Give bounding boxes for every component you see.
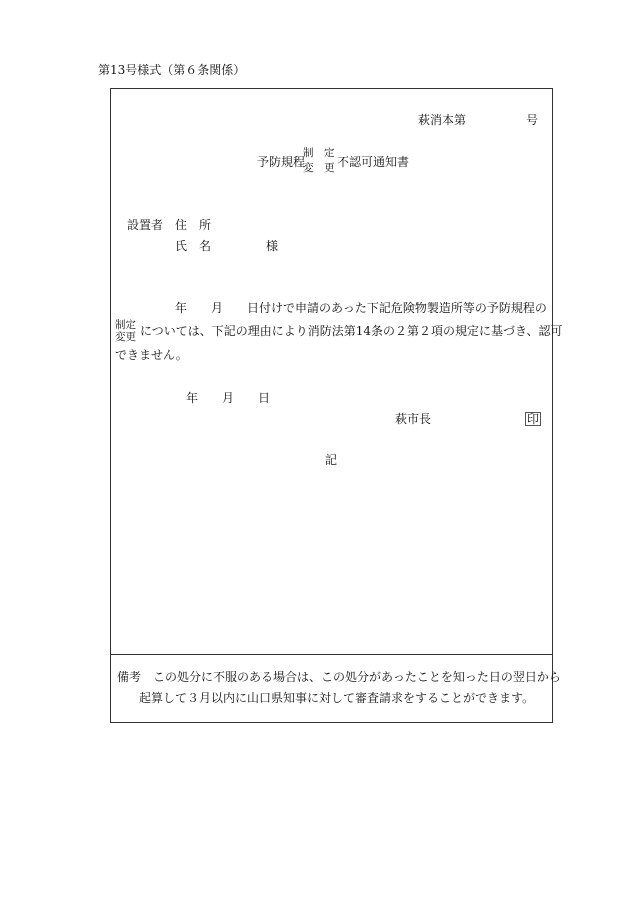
- remarks-line1: 備考 この処分に不服のある場合は、この処分があったことを知った日の翌日から: [117, 670, 561, 684]
- remarks-divider: [110, 654, 553, 655]
- honorific: 様: [266, 239, 279, 253]
- body-line2-text: については、下記の理由により消防法第14条の２第２項の規定に基づき、認可: [140, 324, 563, 338]
- remarks-line2: 起算して３月以内に山口県知事に対して審査請求をすることができます。: [139, 691, 535, 705]
- body-stack-bottom: 変更: [115, 331, 136, 343]
- seal-mark: 印: [527, 412, 540, 426]
- title-stack-bottom: 変 更: [303, 162, 335, 174]
- doc-number-prefix: 萩消本第: [418, 113, 467, 127]
- body-line1-text: 日付けで申請のあった下記危険物製造所等の予防規程の: [247, 301, 547, 315]
- setter-address-label: 設置者 住 所: [127, 218, 212, 232]
- date-month: 月: [222, 391, 235, 405]
- body-month: 月: [211, 301, 224, 315]
- issuer-title: 萩市長: [395, 412, 432, 426]
- title-after: 不認可通知書: [337, 155, 410, 169]
- body-line3-text: できません。: [115, 348, 188, 362]
- name-label: 氏 名: [175, 239, 212, 253]
- title-stack-top: 制 定: [303, 147, 335, 159]
- date-year: 年: [186, 391, 199, 405]
- form-frame: [110, 88, 553, 723]
- doc-number-suffix: 号: [526, 113, 539, 127]
- note-heading: 記: [325, 453, 338, 467]
- form-label: 第13号様式（第６条関係）: [98, 63, 246, 77]
- date-day: 日: [258, 391, 271, 405]
- title-before: 予防規程: [257, 155, 306, 169]
- body-stack-top: 制定: [115, 319, 136, 331]
- body-year: 年: [175, 301, 188, 315]
